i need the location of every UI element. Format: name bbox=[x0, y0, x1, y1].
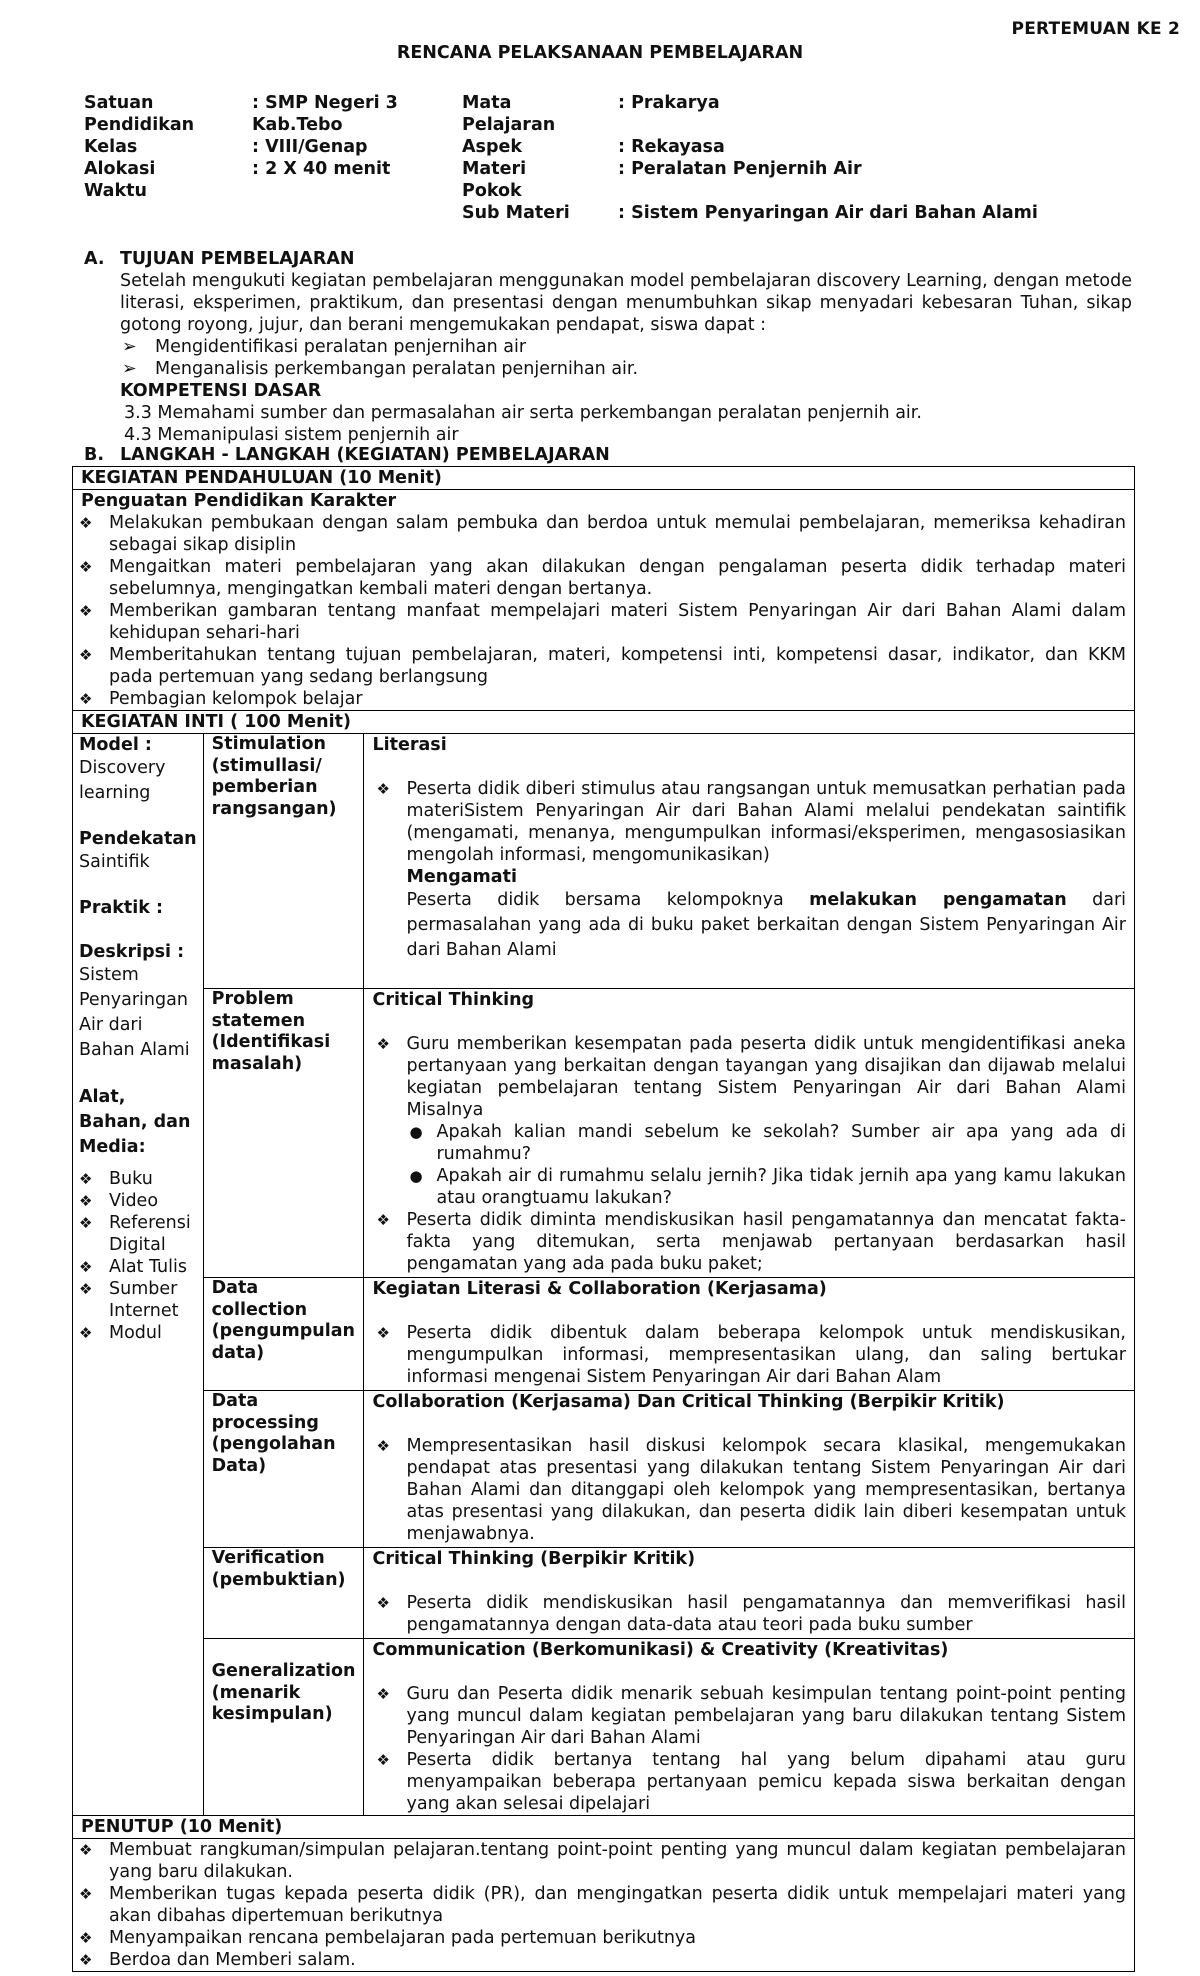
info-cell: : Rekayasa bbox=[618, 137, 725, 157]
paragraph-text: Peserta didik bersama kelompoknya bbox=[406, 890, 810, 910]
info-cell: Pendidikan bbox=[84, 115, 195, 135]
info-cell: Pokok bbox=[462, 181, 522, 201]
list-item bbox=[75, 1949, 1126, 1971]
list-item-text: Peserta didik diminta mendiskusikan hasil pengamatannya dan mencatat fakta-fakta yang ditemukan, serta menjawab pertanyaan berdasarkan hasil pengamatan yang ada pada buku paket; bbox=[406, 1210, 1126, 1274]
list-item-text: Apakah kalian mandi sebelum ke sekolah? Sumber air apa yang ada di rumahmu? bbox=[436, 1122, 1126, 1164]
model-column bbox=[73, 734, 204, 1816]
list-item bbox=[79, 1256, 197, 1278]
list-item bbox=[372, 1683, 1126, 1749]
section-a-heading bbox=[84, 248, 1134, 270]
list-item-text: Referensi Digital bbox=[109, 1213, 191, 1255]
info-cell: Mata bbox=[462, 93, 512, 113]
step-list bbox=[372, 1033, 1126, 1121]
observation-paragraph bbox=[372, 888, 1126, 963]
section-b-letter: B. bbox=[84, 445, 104, 465]
diamond-bullet-icon: ❖ bbox=[79, 1280, 93, 1298]
list-item bbox=[120, 358, 1132, 380]
diamond-bullet-icon: ❖ bbox=[79, 1929, 93, 1947]
step-content-verification bbox=[364, 1548, 1135, 1639]
diamond-bullet-icon: ❖ bbox=[376, 1594, 390, 1612]
info-cell: Alokasi bbox=[84, 159, 156, 179]
media-list bbox=[79, 1168, 197, 1344]
step-heading: Communication (Berkomunikasi) & Creativity (Kreativitas) bbox=[372, 1640, 949, 1660]
info-block bbox=[84, 92, 1138, 224]
diamond-bullet-icon: ❖ bbox=[376, 780, 390, 798]
info-cell bbox=[618, 180, 1138, 202]
step-label: Data collection (pengumpulan data) bbox=[203, 1278, 364, 1391]
section-a-body bbox=[120, 270, 1132, 446]
pendekatan-value: Saintifik bbox=[79, 852, 150, 872]
list-item bbox=[120, 336, 1132, 358]
pendekatan-label: Pendekatan bbox=[79, 829, 197, 849]
step-row-data-processing bbox=[73, 1391, 1135, 1548]
section-a-letter: A. bbox=[84, 249, 105, 269]
section-b-title: LANGKAH - LANGKAH (KEGIATAN) PEMBELAJARAN bbox=[120, 445, 610, 465]
arrow-bullet-icon: ➢ bbox=[122, 359, 137, 379]
pendahuluan-title: KEGIATAN PENDAHULUAN (10 Menit) bbox=[73, 467, 1135, 490]
step-row-data-collection bbox=[73, 1278, 1135, 1391]
model-label: Model : bbox=[79, 735, 152, 755]
diamond-bullet-icon: ❖ bbox=[79, 1214, 93, 1232]
list-item-text: Menyampaikan rencana pembelajaran pada pertemuan berikutnya bbox=[109, 1928, 697, 1948]
list-item-text: Membuat rangkuman/simpulan pelajaran.tentang point-point penting yang muncul dalam kegiatan pembelajaran yang baru dilakukan. bbox=[109, 1840, 1126, 1882]
list-item-text: Memberikan tugas kepada peserta didik (PR), dan mengingatkan peserta didik untuk mempelajari materi yang akan dibahas dipertemuan berikutnya bbox=[109, 1884, 1126, 1926]
list-item bbox=[372, 1121, 1126, 1165]
diamond-bullet-icon: ❖ bbox=[79, 1192, 93, 1210]
paragraph-text: dari permasalahan yang ada di buku paket berkaitan dengan Sistem Penyaringan Air dari Bahan Alami bbox=[406, 890, 1127, 960]
step-row-generalization bbox=[73, 1639, 1135, 1816]
dot-bullet-icon: ● bbox=[409, 1167, 423, 1185]
pendahuluan-list bbox=[75, 512, 1126, 710]
pendahuluan-subtitle: Penguatan Pendidikan Karakter bbox=[81, 491, 397, 511]
list-item bbox=[75, 1839, 1126, 1883]
list-item bbox=[79, 1190, 197, 1212]
list-item-text: Pembagian kelompok belajar bbox=[109, 689, 363, 709]
list-item bbox=[372, 1033, 1126, 1121]
list-item-text: Buku bbox=[109, 1169, 153, 1189]
meeting-label: PERTEMUAN KE 2 bbox=[1011, 19, 1180, 39]
step-list bbox=[372, 1683, 1126, 1815]
list-item-text: Guru memberikan kesempatan pada peserta didik untuk mengidentifikasi aneka pertanyaan yang berkaitan dengan tayangan yang disajikan dan dijawab melalui kegiatan pembelajaran tentang Sistem Penyaringan Air dari Bahan Alami Misalnya bbox=[406, 1034, 1126, 1120]
step-content-stimulation bbox=[364, 734, 1135, 989]
deskripsi-value: Sistem Penyaringan Air dari Bahan Alami bbox=[79, 965, 190, 1060]
list-item bbox=[79, 1322, 197, 1344]
list-item-text: Berdoa dan Memberi salam. bbox=[109, 1950, 356, 1970]
step-list bbox=[372, 1209, 1126, 1275]
list-item-text: Video bbox=[109, 1191, 159, 1211]
inti-title: KEGIATAN INTI ( 100 Menit) bbox=[73, 711, 1135, 734]
step-list bbox=[372, 1322, 1126, 1388]
list-item bbox=[75, 512, 1126, 556]
diamond-bullet-icon: ❖ bbox=[79, 1841, 93, 1859]
list-item bbox=[372, 1592, 1126, 1636]
activities-table bbox=[72, 466, 1135, 1972]
step-row-problem bbox=[73, 989, 1135, 1278]
info-cell: : 2 X 40 menit bbox=[252, 159, 391, 179]
diamond-bullet-icon: ❖ bbox=[79, 1170, 93, 1188]
list-item-text: Mempresentasikan hasil diskusi kelompok secara klasikal, mengemukakan pendapat atas presentasi yang dilakukan tentang Sistem Penyaringan Air dari Bahan Alami dan ditanggapi oleh kelompok yang mempresentasikan, bertanya atas presentasi yang dilakukan, dan peserta didik lain diberi kesempatan untuk menjawabnya. bbox=[406, 1436, 1126, 1544]
list-item-text: Mengaitkan materi pembelajaran yang akan dilakukan dengan pengalaman peserta didik terhadap materi sebelumnya, mengingatkan kembali materi dengan bertanya. bbox=[109, 557, 1126, 599]
info-cell: : SMP Negeri 3 bbox=[252, 93, 398, 113]
step-label-cell bbox=[203, 1639, 364, 1816]
info-cell: Kab.Tebo bbox=[252, 115, 343, 135]
list-item bbox=[372, 1322, 1126, 1388]
step-heading: Collaboration (Kerjasama) Dan Critical Thinking (Berpikir Kritik) bbox=[372, 1392, 1005, 1412]
info-cell: Waktu bbox=[84, 181, 147, 201]
goals-list bbox=[120, 336, 1132, 380]
list-item bbox=[79, 1278, 197, 1322]
pendahuluan-body bbox=[73, 490, 1135, 711]
list-item-text: Peserta didik mendiskusikan hasil pengamatannya dan memverifikasi hasil pengamatannya dengan data-data atau teori pada buku sumber bbox=[406, 1593, 1126, 1635]
info-cell bbox=[252, 180, 462, 202]
step-heading: Critical Thinking (Berpikir Kritik) bbox=[372, 1549, 696, 1569]
pendahuluan-body-row bbox=[73, 490, 1135, 711]
diamond-bullet-icon: ❖ bbox=[79, 1324, 93, 1342]
diamond-bullet-icon: ❖ bbox=[79, 514, 93, 532]
step-heading: Literasi bbox=[372, 735, 447, 755]
diamond-bullet-icon: ❖ bbox=[79, 690, 93, 708]
info-cell: Aspek bbox=[462, 137, 522, 157]
info-cell bbox=[618, 114, 1138, 136]
list-item bbox=[79, 1212, 197, 1256]
penutup-title: PENUTUP (10 Menit) bbox=[73, 1816, 1135, 1839]
diamond-bullet-icon: ❖ bbox=[376, 1685, 390, 1703]
list-item-text: Apakah air di rumahmu selalu jernih? Jika tidak jernih apa yang kamu lakukan atau orangtuamu lakukan? bbox=[436, 1166, 1126, 1208]
section-a-title: TUJUAN PEMBELAJARAN bbox=[120, 249, 355, 269]
diamond-bullet-icon: ❖ bbox=[79, 646, 93, 664]
list-item-text: Memberitahukan tentang tujuan pembelajaran, materi, kompetensi inti, kompetensi dasar, indikator, dan KKM pada pertemuan yang sedang berlangsung bbox=[109, 645, 1126, 687]
step-content-data-collection bbox=[364, 1278, 1135, 1391]
info-cell: Sub Materi bbox=[462, 203, 570, 223]
step-list bbox=[372, 1435, 1126, 1545]
paragraph-bold-text: melakukan pengamatan bbox=[809, 890, 1067, 910]
diamond-bullet-icon: ❖ bbox=[79, 1885, 93, 1903]
list-item-text: Sumber Internet bbox=[109, 1279, 179, 1321]
step-heading: Critical Thinking bbox=[372, 990, 535, 1010]
diamond-bullet-icon: ❖ bbox=[79, 1258, 93, 1276]
info-cell: : VIII/Genap bbox=[252, 137, 368, 157]
list-item bbox=[79, 1168, 197, 1190]
dot-bullet-icon: ● bbox=[409, 1123, 423, 1141]
list-item-text: Menganalisis perkembangan peralatan penjernihan air. bbox=[155, 359, 639, 379]
penutup-body bbox=[73, 1839, 1135, 1972]
list-item bbox=[372, 1749, 1126, 1815]
step-label: Stimulation (stimullasi/ pemberian rangsangan) bbox=[203, 734, 364, 989]
info-grid bbox=[84, 92, 1138, 224]
list-item-text: Melakukan pembukaan dengan salam pembuka dan berdoa untuk memulai pembelajaran, memeriksa kehadiran sebagai sikap disiplin bbox=[109, 513, 1126, 555]
list-item bbox=[75, 688, 1126, 710]
info-cell: Materi bbox=[462, 159, 527, 179]
diamond-bullet-icon: ❖ bbox=[79, 602, 93, 620]
diamond-bullet-icon: ❖ bbox=[376, 1437, 390, 1455]
step-list bbox=[372, 1592, 1126, 1636]
diamond-bullet-icon: ❖ bbox=[376, 1035, 390, 1053]
diamond-bullet-icon: ❖ bbox=[376, 1751, 390, 1769]
step-content-data-processing bbox=[364, 1391, 1135, 1548]
info-cell bbox=[252, 202, 462, 224]
list-item bbox=[75, 1927, 1126, 1949]
list-item bbox=[372, 1435, 1126, 1545]
goals-intro: Setelah mengukuti kegiatan pembelajaran menggunakan model pembelajaran discovery Learning, dengan metode literasi, eksperimen, praktikum, dan presentasi dengan menumbuhkan sikap menyadari kebesaran Tuhan, sikap gotong royong, jujur, dan berani mengemukakan pendapat, siswa dapat : bbox=[120, 271, 1132, 335]
info-cell: Pelajaran bbox=[462, 115, 556, 135]
diamond-bullet-icon: ❖ bbox=[376, 1324, 390, 1342]
document-title: RENCANA PELAKSANAAN PEMBELAJARAN bbox=[396, 43, 804, 63]
list-item bbox=[75, 644, 1126, 688]
penutup-body-row bbox=[73, 1839, 1135, 1972]
step-list bbox=[372, 778, 1126, 866]
inti-title-row bbox=[73, 711, 1135, 734]
info-cell: Kelas bbox=[84, 137, 138, 157]
step-label: Generalization (menarik kesimpulan) bbox=[211, 1661, 356, 1724]
diamond-bullet-icon: ❖ bbox=[79, 558, 93, 576]
arrow-bullet-icon: ➢ bbox=[122, 337, 137, 357]
step-content-problem bbox=[364, 989, 1135, 1278]
diamond-bullet-icon: ❖ bbox=[376, 1211, 390, 1229]
info-cell: : Peralatan Penjernih Air bbox=[618, 159, 862, 179]
list-item-text: Alat Tulis bbox=[109, 1257, 187, 1277]
section-b-heading bbox=[84, 444, 1134, 466]
step-content-generalization bbox=[364, 1639, 1135, 1816]
list-item-text: Memberikan gambaran tentang manfaat mempelajari materi Sistem Penyaringan Air dari Bahan Alami dalam kehidupan sehari-hari bbox=[109, 601, 1126, 643]
praktik-label: Praktik : bbox=[79, 898, 163, 918]
step-label: Problem statemen (Identifikasi masalah) bbox=[203, 989, 364, 1278]
step-row-verification bbox=[73, 1548, 1135, 1639]
deskripsi-label: Deskripsi : bbox=[79, 942, 185, 962]
list-item bbox=[75, 556, 1126, 600]
list-item bbox=[75, 600, 1126, 644]
list-item-text: Peserta didik bertanya tentang hal yang belum dipahami atau guru menyampaikan beberapa pertanyaan pemicu kepada siswa berkaitan dengan yang akan selesai dipelajari bbox=[406, 1750, 1126, 1814]
questions-list bbox=[372, 1121, 1126, 1209]
pendahuluan-title-row bbox=[73, 467, 1135, 490]
list-item bbox=[372, 778, 1126, 866]
info-cell: : Sistem Penyaringan Air dari Bahan Alami bbox=[618, 203, 1038, 223]
list-item-text: Peserta didik dibentuk dalam beberapa kelompok untuk mendiskusikan, mengumpulkan informasi, mempresentasikan ulang, dan saling bertukar informasi mengenai Sistem Penyaringan Air dari Bahan Alam bbox=[406, 1323, 1126, 1387]
list-item-text: Mengidentifikasi peralatan penjernihan air bbox=[155, 337, 527, 357]
media-label: Alat, Bahan, dan Media: bbox=[79, 1087, 191, 1157]
model-value: Discovery learning bbox=[79, 758, 166, 803]
list-item bbox=[75, 1883, 1126, 1927]
info-cell: : Prakarya bbox=[618, 93, 720, 113]
step-row-stimulation bbox=[73, 734, 1135, 989]
kd-title: KOMPETENSI DASAR bbox=[120, 381, 322, 401]
list-item-text: Modul bbox=[109, 1323, 162, 1343]
info-cell bbox=[84, 202, 252, 224]
kd-item: 4.3 Memanipulasi sistem penjernih air bbox=[124, 425, 459, 445]
list-item bbox=[372, 1209, 1126, 1275]
step-subheading: Mengamati bbox=[406, 867, 517, 887]
penutup-title-row bbox=[73, 1816, 1135, 1839]
list-item-text: Guru dan Peserta didik menarik sebuah kesimpulan tentang point-point penting yang muncul dalam kegiatan pembelajaran yang baru dilakukan tentang Sistem Penyaringan Air dari Bahan Alami bbox=[406, 1684, 1126, 1748]
kd-item: 3.3 Memahami sumber dan permasalahan air serta perkembangan peralatan penjernih air. bbox=[124, 403, 922, 423]
diamond-bullet-icon: ❖ bbox=[79, 1951, 93, 1969]
step-heading: Kegiatan Literasi & Collaboration (Kerjasama) bbox=[372, 1279, 827, 1299]
step-label: Data processing (pengolahan Data) bbox=[203, 1391, 364, 1548]
list-item bbox=[372, 1165, 1126, 1209]
step-label: Verification (pembuktian) bbox=[203, 1548, 364, 1639]
info-cell: Satuan bbox=[84, 93, 154, 113]
penutup-list bbox=[75, 1839, 1126, 1971]
list-item-text: Peserta didik diberi stimulus atau rangsangan untuk memusatkan perhatian pada materiSistem Penyaringan Air dari Bahan Alami melalui pendekatan saintifik (mengamati, menanya, mengumpulkan informasi/eksperimen, mengasosiasikan mengolah informasi, mengomunikasikan) bbox=[406, 779, 1126, 865]
